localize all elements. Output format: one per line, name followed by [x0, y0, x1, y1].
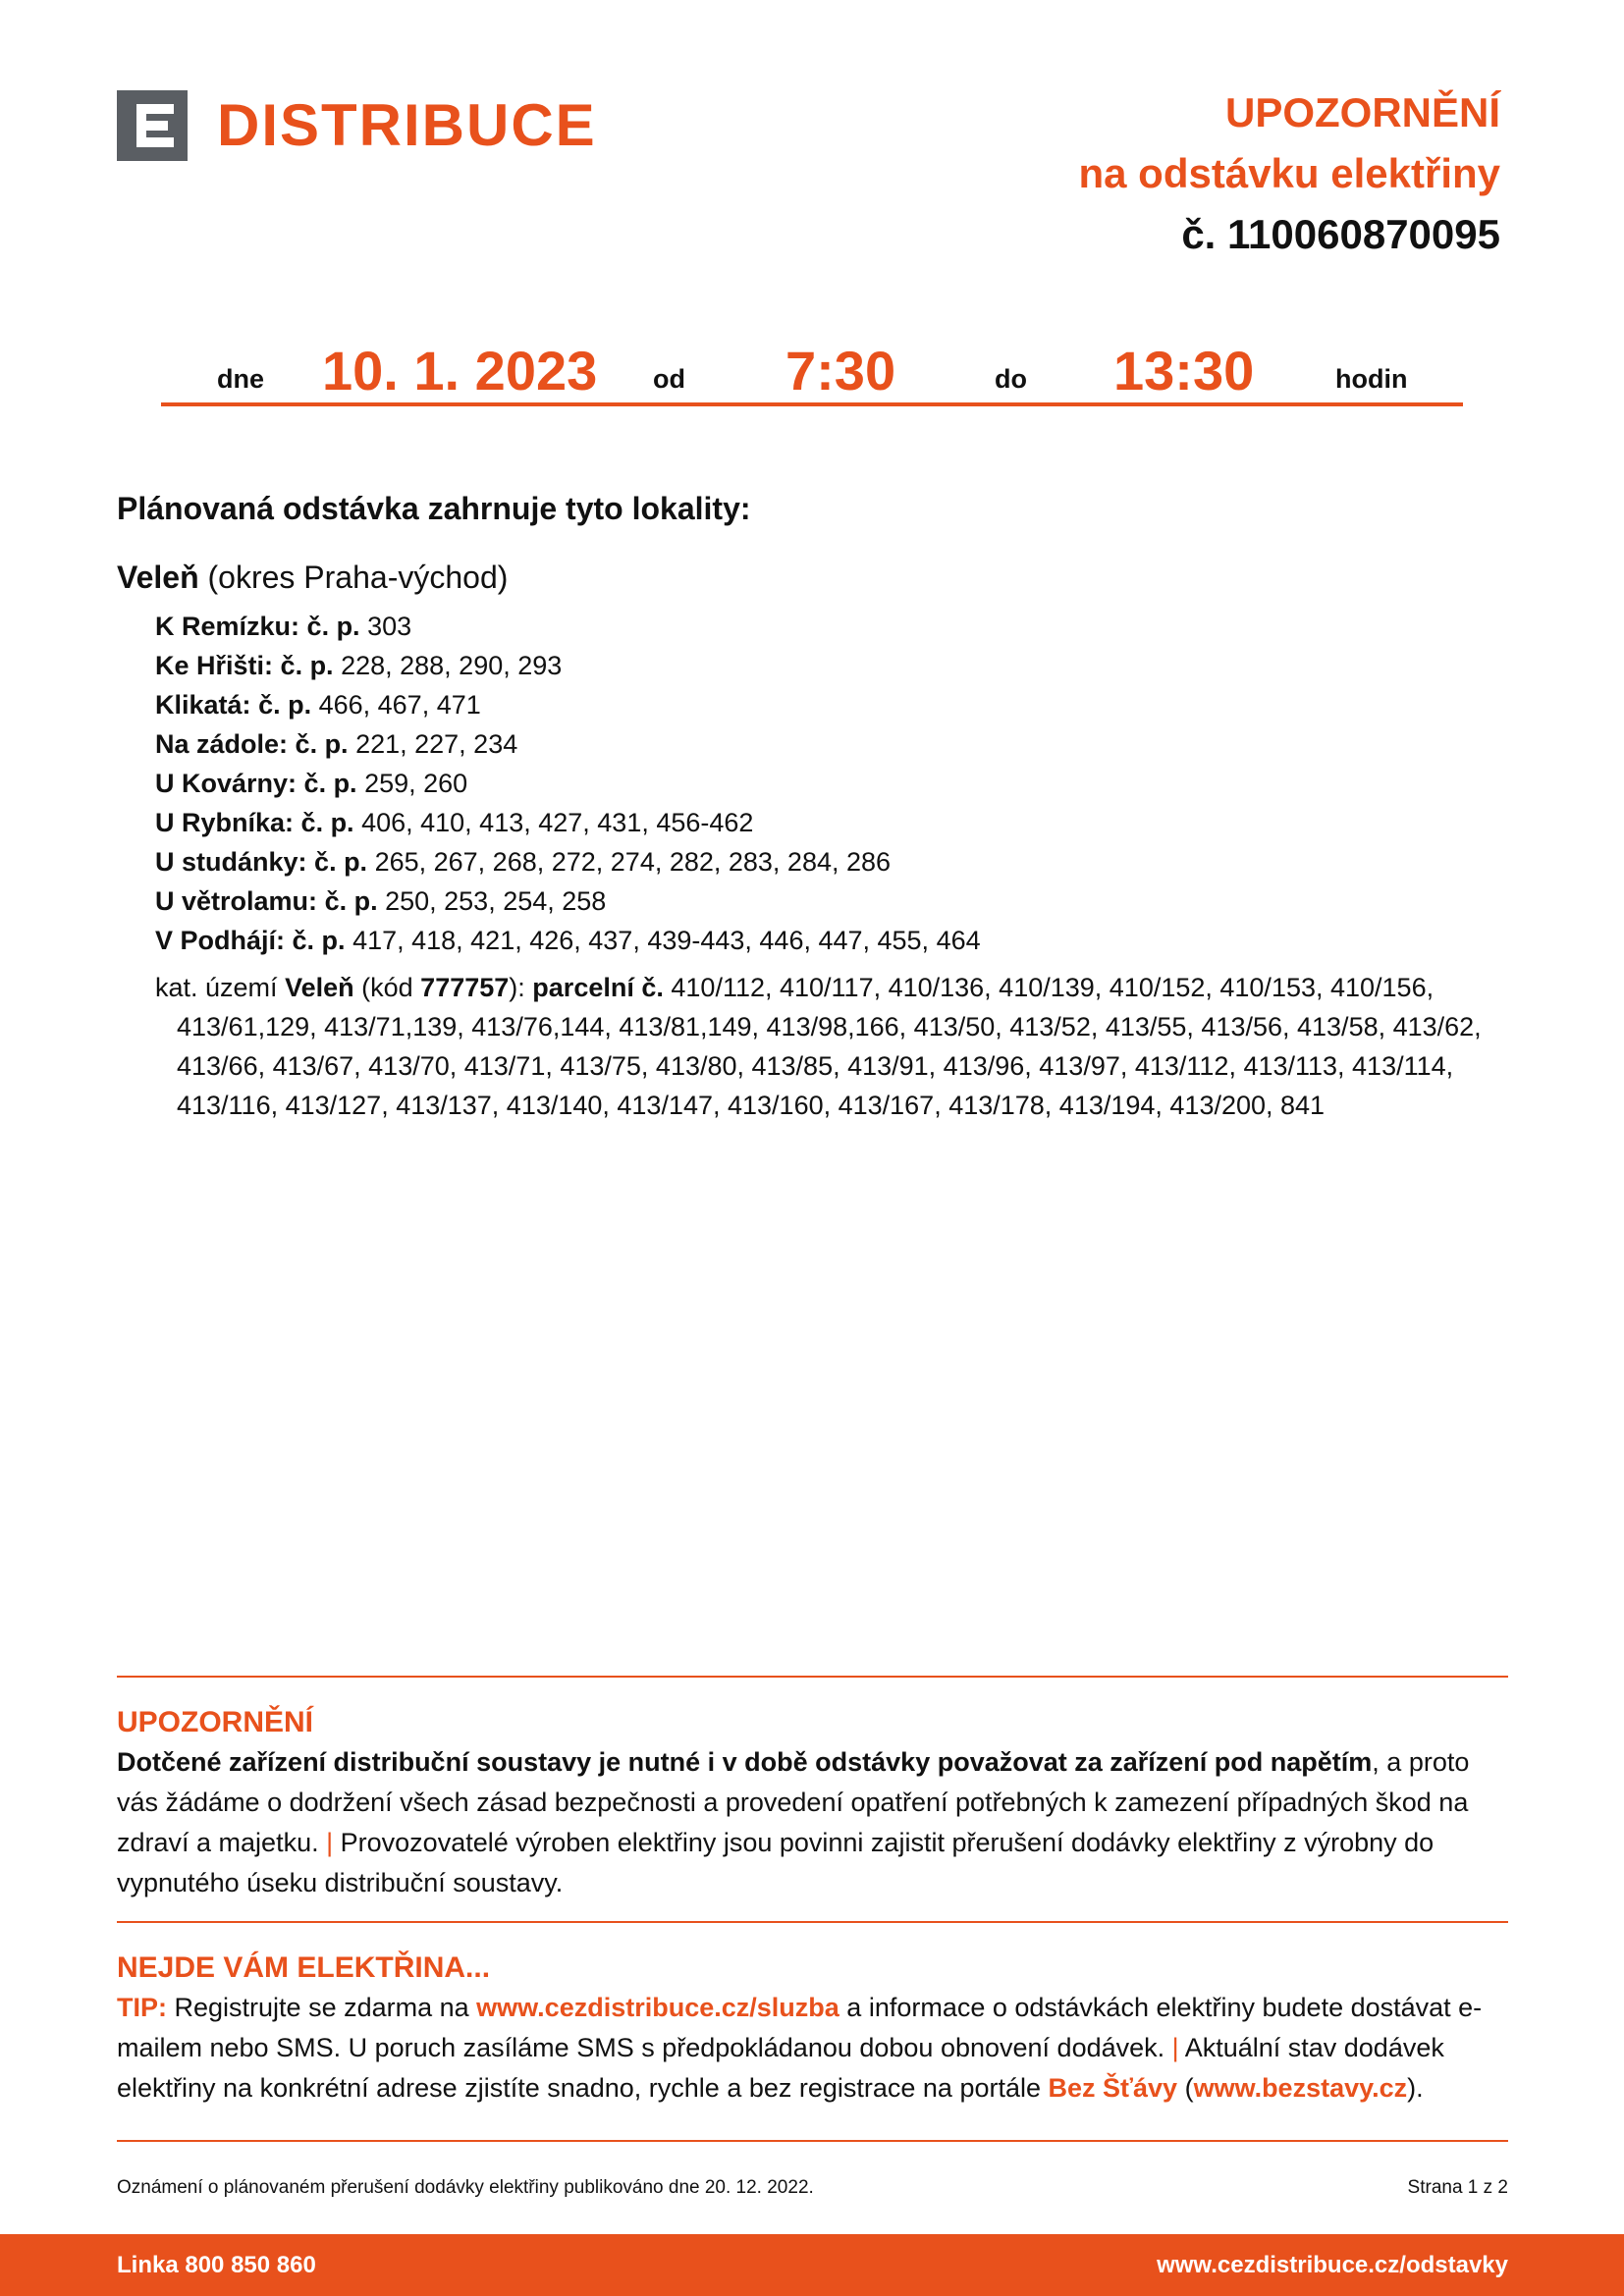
notice-header [1079, 82, 1501, 265]
nopower-text-part3: Aktuální stav dodávek elektřiny na konkrétní adrese zjistíte snadno, rychle a bez registrace na portále [117, 2033, 1444, 2103]
brand-logo [117, 90, 597, 161]
street-name: Ke Hřišti: [155, 651, 274, 680]
street-list [155, 607, 981, 960]
cadastral-prefix: kat. území [155, 973, 278, 1002]
divider [117, 2140, 1508, 2142]
house-number-label: č. p. [280, 651, 334, 680]
parcel-list [155, 968, 1542, 1125]
list-item [155, 921, 981, 960]
house-number-label: č. p. [306, 612, 360, 641]
date-label: dne [217, 364, 265, 394]
list-item [155, 724, 981, 764]
list-item [155, 842, 981, 881]
house-numbers: 228, 288, 290, 293 [341, 651, 563, 680]
house-number-label: č. p. [324, 886, 378, 916]
notice-title: UPOZORNĚNÍ [1224, 89, 1500, 135]
cadastral-area: Veleň [285, 973, 354, 1002]
divider [117, 1921, 1508, 1923]
paren-close: ). [1407, 2073, 1424, 2103]
house-numbers: 466, 467, 471 [318, 690, 481, 720]
list-item [155, 646, 981, 685]
house-number-label: č. p. [258, 690, 312, 720]
street-name: U Kovárny: [155, 769, 298, 798]
cadastral-code-close: ): [509, 973, 525, 1002]
nopower-title: NEJDE VÁM ELEKTŘINA... [117, 1951, 491, 1984]
cez-logo-icon [117, 90, 188, 161]
street-name: U studánky: [155, 847, 307, 877]
time-from: 7:30 [785, 340, 896, 401]
separator: | [326, 1828, 334, 1857]
parcel-numbers: 410/112, 410/117, 410/136, 410/139, 410/152, 410/153, 410/156, 413/61,129, 413/71,139, 413/76,144, 413/81,149, 413/98,166, 413/50, 413/52, 413/55, 413/56, 413/58, 413/62, 413/66, 413/67, 413/70, 413/71, 413/75, 413/80, 413/85, 413/91, 413/96, 413/97, 413/112, 413/113, 413/114, 413/116, 413/127, 413/137, 413/140, 413/147, 413/160, 413/167, 413/178, 413/194, 413/200, 841 [177, 973, 1482, 1120]
list-item [155, 607, 981, 646]
house-numbers: 221, 227, 234 [355, 729, 518, 759]
notice-number: č. 110060870095 [1181, 211, 1500, 257]
cadastral-code: 777757 [420, 973, 510, 1002]
nopower-text-part2: a informace o odstávkách elektřiny budete dostávat e-mailem nebo SMS. U poruch zasíláme SMS s předpokládanou dobou obnovení dodávek. [117, 1993, 1483, 2062]
portal-name: Bez Šťávy [1048, 2073, 1178, 2103]
time-to: 13:30 [1113, 340, 1255, 401]
outages-link[interactable]: www.cezdistribuce.cz/odstavky [1157, 2252, 1508, 2278]
from-label: od [653, 364, 685, 394]
house-numbers: 417, 418, 421, 426, 437, 439-443, 446, 447, 455, 464 [352, 926, 981, 955]
warning-text-part1: , a proto vás žádáme o dodržení všech zásad bezpečnosti a provedení opatření potřebných k zamezení případných škod na zdraví a majetku. [117, 1747, 1470, 1857]
street-name: U větrolamu: [155, 886, 318, 916]
list-item [155, 685, 981, 724]
house-number-label: č. p. [303, 769, 357, 798]
street-name: Na zádole: [155, 729, 289, 759]
town-district: (okres Praha-východ) [207, 560, 509, 595]
notice-subtitle: na odstávku elektřiny [1078, 150, 1500, 196]
warning-title: UPOZORNĚNÍ [117, 1706, 314, 1738]
nopower-text [117, 1988, 1511, 2109]
outage-date: 10. 1. 2023 [322, 340, 598, 401]
warning-text [117, 1742, 1511, 1903]
publication-note: Oznámení o plánovaném přerušení dodávky elektřiny publikováno dne 20. 12. 2022. [117, 2177, 814, 2198]
page-number: Strana 1 z 2 [1407, 2177, 1508, 2198]
house-numbers: 259, 260 [364, 769, 468, 798]
hotline[interactable]: Linka 800 850 860 [117, 2252, 316, 2278]
street-name: Klikatá: [155, 690, 251, 720]
warning-text-part2: Provozovatelé výroben elektřiny jsou povinni zajistit přerušení dodávky elektřiny z výrobny do vypnutého úseku distribuční soustavy. [117, 1828, 1435, 1897]
paren-open: ( [1184, 2073, 1194, 2103]
brand-name: DISTRIBUCE [217, 92, 597, 158]
house-number-label: č. p. [295, 729, 349, 759]
to-label: do [995, 364, 1027, 394]
house-numbers: 303 [367, 612, 412, 641]
outage-schedule [161, 324, 1463, 406]
hours-label: hodin [1335, 364, 1408, 394]
locations-intro: Plánovaná odstávka zahrnuje tyto lokality: [117, 491, 751, 526]
street-name: V Podhájí: [155, 926, 286, 955]
house-number-label: č. p. [292, 926, 346, 955]
divider [117, 1676, 1508, 1678]
warning-bold-text: Dotčené zařízení distribuční soustavy je nutné i v době odstávky považovat za zařízení pod napětím [117, 1747, 1373, 1777]
house-numbers: 265, 267, 268, 272, 274, 282, 283, 284, 286 [374, 847, 892, 877]
registration-link[interactable]: www.cezdistribuce.cz/sluzba [476, 1993, 839, 2022]
separator: | [1171, 2033, 1179, 2062]
tip-label: TIP: [117, 1993, 167, 2022]
house-number-label: č. p. [300, 808, 354, 837]
nopower-text-part1: Registrujte se zdarma na [174, 1993, 469, 2022]
list-item [155, 881, 981, 921]
footer-bar [0, 2234, 1624, 2296]
street-name: K Remízku: [155, 612, 300, 641]
bezstavy-link[interactable]: www.bezstavy.cz [1193, 2073, 1408, 2103]
list-item [155, 803, 981, 842]
street-name: U Rybníka: [155, 808, 295, 837]
parcel-label: parcelní č. [532, 973, 664, 1002]
house-numbers: 250, 253, 254, 258 [385, 886, 607, 916]
town-heading [117, 560, 508, 596]
house-numbers: 406, 410, 413, 427, 431, 456-462 [361, 808, 754, 837]
town-name: Veleň [117, 560, 199, 595]
list-item [155, 764, 981, 803]
house-number-label: č. p. [314, 847, 368, 877]
cadastral-code-label: (kód [361, 973, 413, 1002]
